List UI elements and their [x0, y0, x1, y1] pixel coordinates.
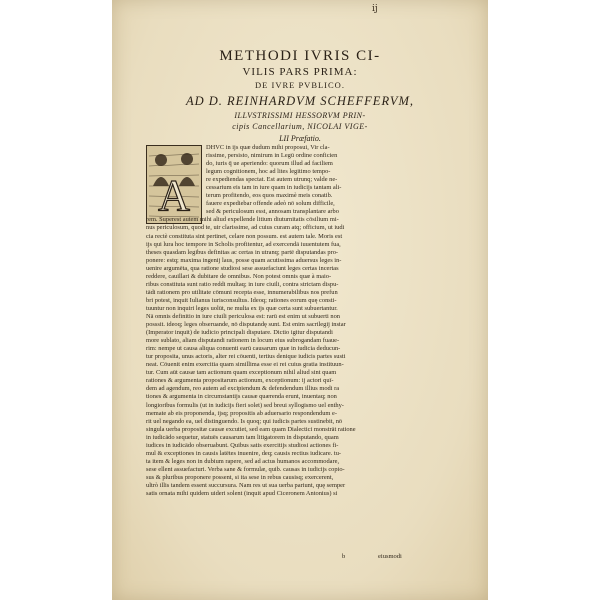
catchword: eiusmodi: [378, 553, 402, 560]
body-line: cessarium eis tam in iure quam in iudicijs tantam ali-: [206, 184, 342, 192]
body-line: ta item & leges non in dubium rapere, sed ad actus humanos accommodare,: [146, 457, 340, 465]
body-line: uenire argumēta, qua ratione studiosi sese assuefaciunt leges certas incertas: [146, 264, 339, 272]
body-line: more sublato, aliam disputandi rationem in locum eius subrogandam fuaue-: [146, 337, 340, 345]
body-line: mul & exceptiones in causis latētes inuenire, deq; causis rectius iudicare. tu-: [146, 449, 342, 457]
body-line: in iudicādo sequetur, statuēs causarum tam litigatorem in disputando, quam: [146, 433, 339, 441]
body-line: Nā omnis definitio in iure ciuili periculosa est: rarū est enim ut subuerti non: [146, 312, 340, 320]
title-line-2: VILIS PARS PRIMA:: [242, 66, 358, 78]
body-text: [146, 144, 440, 498]
body-line: dem ad agendum, reo autem ad excipiendum & defendendum illius modi ra: [146, 385, 340, 393]
body-line: tur. Cum aūt causæ tam actionum quam exceptionum nihil aliud sint quam: [146, 369, 337, 377]
dedication-line-2: ILLVSTRISSIMI HESSORVM PRIN-: [234, 111, 366, 120]
signature-mark: b: [342, 553, 346, 560]
body-line: theses quasdam legibus definitas ac certas in utranq; partē disputandas pro-: [146, 248, 339, 256]
body-line: ribus constituta sunt ratio reddi multaq; in iure ciuili, contra strictam dispu-: [146, 280, 339, 288]
body-line: rem. Superest autem mihi aliud expellende litium diuturnitatis cōsilium mi-: [146, 216, 339, 224]
initial-letter: A: [158, 171, 190, 220]
folio-mark: ij: [372, 4, 378, 14]
body-line: re expediendas spectat. Est autem utrunq; valde ne-: [206, 176, 338, 184]
body-line: reddere, cauillari & dubitare de omnibus. Non potest omnis quæ à maio-: [146, 272, 332, 280]
body-line: sed & periculosum esst, annosam transplantare arbo: [206, 208, 339, 216]
body-line: bri potest, inquit Iulianus iurisconsultus. Ideoq; rationes eorum quę consti-: [146, 296, 337, 304]
body-line: tādi rationem pro utilitate cōmuni recepta esse, innumerabilibus nos prefun: [146, 288, 338, 296]
dedication-line-1: AD D. REINHARDVM SCHEFFERVM,: [185, 94, 415, 108]
body-line: (Imperator inquit) de iudicio principali disputare. Dictio igitur disputandi: [146, 329, 333, 337]
body-line: ultrò illis tandem essent succursura. Nam res ut sua uerba pariunt, quę semper: [146, 481, 346, 489]
body-line: rationes & argumenta propositarum actionum, exceptionum: ij actori quī-: [146, 377, 334, 385]
body-line: rissime, persisto, nimirum in Legū ordine conficien: [206, 152, 338, 160]
body-line: cia rectè constituta sint pertinet, celare non possum. est autem tale. Moris est: [146, 232, 343, 240]
book-page: [112, 0, 488, 600]
body-line: longioribus formulis (ut in iudicijs fieri solet) sed breui syllogismo uel enthy-: [146, 401, 344, 409]
dedication-line-3: cipis Cancellarium, NICOLAI VIGE-: [232, 122, 368, 131]
body-line: rit uel negando ea, uel distinguendo. Is quoq; qui iudicis partes sustinebit, nō: [146, 417, 343, 425]
title-line-1: METHODI IVRIS CI-: [219, 48, 381, 64]
body-line: rim: nempe ut causa aliqua conuenti earū causarum quæ in iudicia deducun-: [146, 345, 341, 353]
dedication-line-4: LII Præfatio.: [279, 134, 321, 143]
body-line: memate ab eis proponenda, ijsq; propositis ab aduersario respondendum e-: [146, 409, 337, 417]
body-line: DHVC in ijs quæ dudum mihi proposui, Vir cla-: [206, 144, 330, 151]
body-line: satis ornata mihi quidem uideri solent (inquit apud Ciceronem Antonius) si: [146, 490, 338, 498]
body-line: singula uerba propositæ causæ excutiet, sed eam quam Dialectici monstrāt ratione: [146, 425, 356, 433]
body-line: neat. Cōuenit enim exercitia quam simillima esse ei rei cuius gratia instituun-: [146, 361, 344, 369]
body-line: iudices in iudicādo obseruabunt. Quibus satis exercitijs studiosi actiones fi-: [146, 441, 339, 449]
body-line: terum profitendo, eos quos maximè meis conatib.: [206, 192, 333, 200]
body-line: nus periculosum, quod te, uir clarissime, ad cuius curam atq; officium, ut iudi: [146, 224, 345, 232]
body-line: do, iuris q̄ ue aperiendo: quorum illud ad faciliem: [206, 160, 333, 168]
body-line: legum cognitionem, hoc ad lites legitimo tempo-: [206, 168, 331, 176]
body-line: tur proposita, unus actoris, alter rei cōuenti, tertius denique iudicis partes susti: [146, 353, 346, 361]
body-line: posssit. ideoq; leges obseruande, nō disputandę sunt. Est enim sacrilegij instar: [146, 321, 346, 329]
title-line-3: DE IVRE PVBLICO.: [255, 80, 345, 90]
body-line: fauere expediebar offende adeò nō solum difficile,: [206, 200, 335, 208]
body-line: tuuntur non inquiri leges uolūt, ne multa ex ijs quæ certa sunt subuertantur.: [146, 304, 338, 312]
body-line: sese ellent assuefacturi. Verba sane & formulæ, quib. causas in iudicijs copio-: [146, 465, 345, 473]
body-line: tiones & argumenta in circumstantijs causæ quærenda erunt, inuentaq; non: [146, 393, 337, 401]
body-line: ponere: estq; maxima ingenij laus, posse quam acutissima aduersus leges in-: [146, 256, 342, 264]
body-line: ijs qui lura hoc tempore in Scholis profitentur, ad exercendā iuuentutem fua,: [146, 240, 341, 248]
body-line: sus & pluribus proponere possent, si ita sese in rebus causisq; exercerent,: [146, 473, 334, 481]
